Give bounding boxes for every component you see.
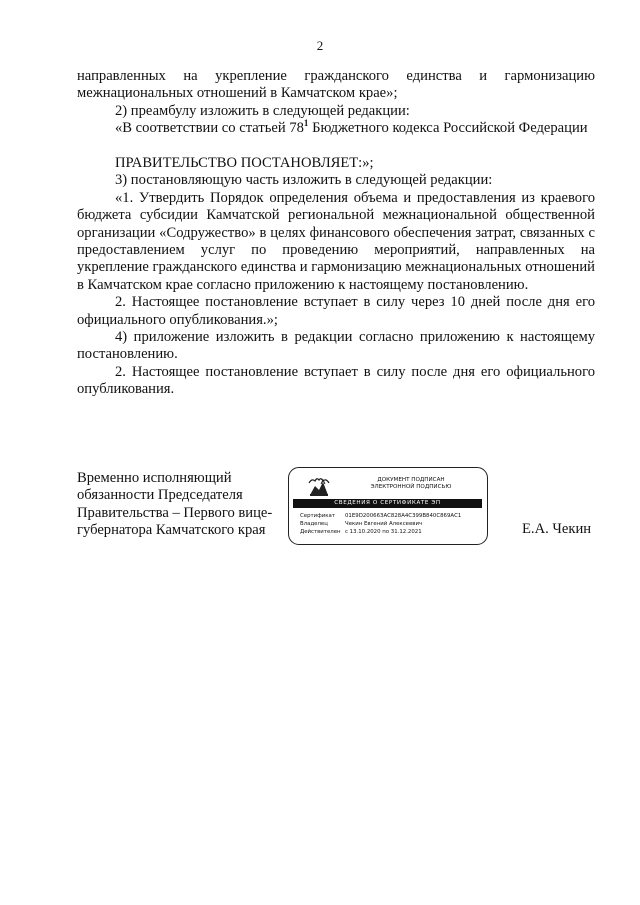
- coat-of-arms-icon: [307, 475, 331, 497]
- stamp-row: [300, 528, 461, 536]
- stamp-row-label: Действителен: [300, 529, 341, 536]
- stamp-row-value: Чекин Евгений Алексеевич: [345, 521, 423, 528]
- signatory-line: губернатора Камчатского края: [77, 522, 266, 539]
- preamble-text: «В соответствии со статьей 78: [115, 120, 304, 137]
- stamp-row-label: Сертификат: [300, 513, 335, 519]
- paragraph: 3) постановляющую часть изложить в следующей редакции:: [115, 172, 493, 189]
- article-superscript: 1: [303, 118, 309, 129]
- preamble-text-end: Бюджетного кодекса Российской Федерации: [308, 120, 588, 137]
- paragraph: направленных на укрепление гражданского единства и гармонизацию межнациональных отношений в Камчатском крае»;: [77, 68, 595, 102]
- stamp-row: [300, 520, 461, 528]
- paragraph: 2. Настоящее постановление вступает в силу через 10 дней после дня его официального опубликования.»;: [77, 294, 595, 328]
- paragraph: 4) приложение изложить в редакции согласно приложению к настоящему постановлению.: [77, 329, 595, 363]
- paragraph: 2) преамбулу изложить в следующей редакции:: [115, 102, 410, 119]
- stamp-details: [300, 512, 461, 537]
- paragraph: «1. Утвердить Порядок определения объема и предоставления из краевого бюджета субсидии Камчатской региональной межнациональной общественной организации «Содружество» в целях финансового обеспечения затрат, связанных с предоставлением услуг по проведению мероприятий, направленных на укрепление гражданского единства и гармонизацию межнациональных отношений в Камчатском крае согласно приложению к настоящему постановлению.: [77, 189, 595, 293]
- stamp-header: [341, 477, 481, 492]
- signatory-line: Временно исполняющий: [77, 470, 232, 486]
- paragraph-decree: ПРАВИТЕЛЬСТВО ПОСТАНОВЛЯЕТ:»;: [115, 155, 374, 172]
- stamp-header-line: ДОКУМЕНТ ПОДПИСАН: [377, 477, 445, 483]
- signatory-title: [77, 470, 287, 540]
- signatory-line: обязанности Председателя: [77, 487, 243, 504]
- paragraph: 2. Настоящее постановление вступает в силу после дня его официального опубликования.: [77, 363, 595, 398]
- stamp-row-value: с 13.10.2020 по 31.12.2021: [345, 529, 422, 536]
- document-body: [77, 68, 595, 399]
- stamp-row-value: 01E9D20066ЗАС828А4С399В840С869АС1: [345, 513, 462, 519]
- stamp-row: [300, 512, 461, 520]
- stamp-band: СВЕДЕНИЯ О СЕРТИФИКАТЕ ЭП: [293, 499, 482, 508]
- signatory-line: Правительства – Первого вице-: [77, 504, 273, 521]
- page-number: 2: [316, 38, 324, 53]
- signatory-name: Е.А. Чекин: [522, 521, 592, 537]
- electronic-signature-stamp: [288, 467, 488, 545]
- paragraph-preamble: [77, 120, 595, 137]
- stamp-header-line: ЭЛЕКТРОННОЙ ПОДПИСЬЮ: [370, 484, 452, 491]
- stamp-row-label: Владелец: [300, 521, 328, 528]
